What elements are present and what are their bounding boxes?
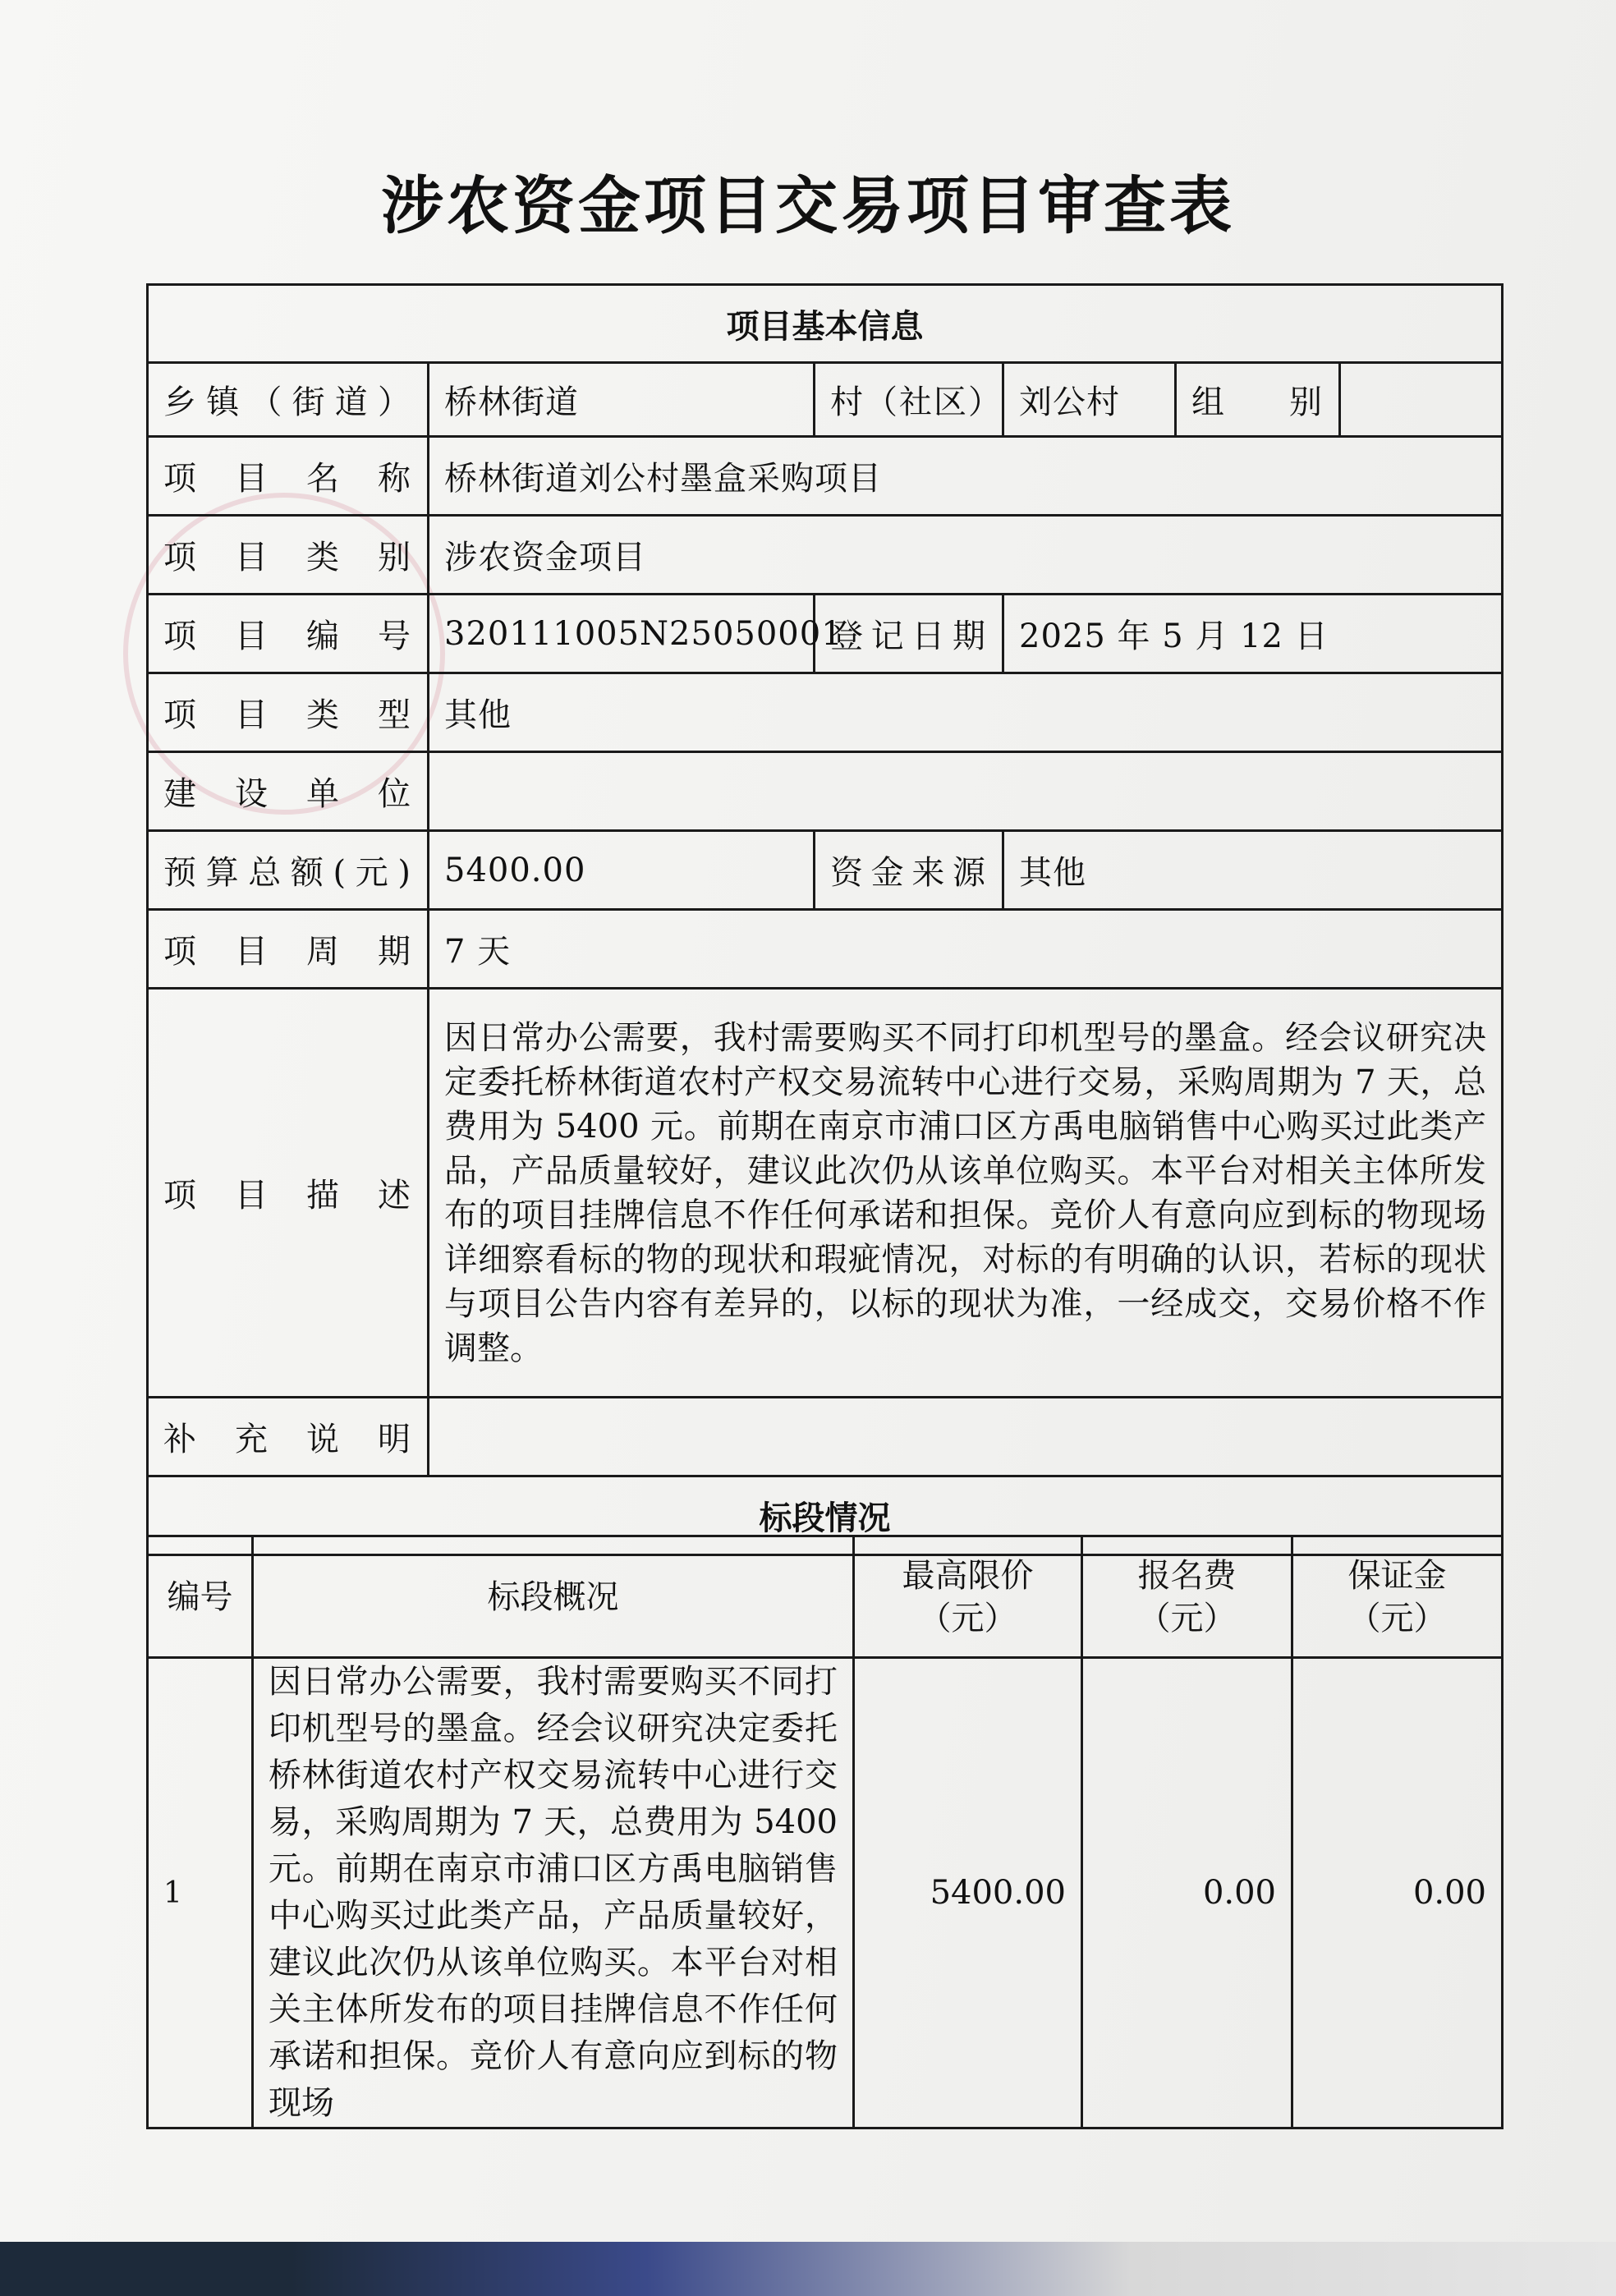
value-fund-source: 其他 — [1003, 831, 1503, 910]
lot-no: 1 — [148, 1658, 253, 2128]
row-town — [148, 363, 1503, 437]
label-project-no: 项目编号 — [148, 595, 429, 673]
lot-deposit: 0.00 — [1292, 1658, 1503, 2128]
lot-fee: 0.00 — [1082, 1658, 1292, 2128]
value-budget: 5400.00 — [429, 831, 815, 910]
value-builder — [429, 752, 1503, 831]
review-form-table — [146, 283, 1504, 1556]
label-project-name: 项目名称 — [148, 437, 429, 516]
row-description — [148, 989, 1503, 1398]
value-period: 7 天 — [429, 910, 1503, 989]
background-edge — [0, 2242, 1616, 2296]
value-description: 因日常办公需要，我村需要购买不同打印机型号的墨盒。经会议研究决定委托桥林街道农村产权交易流转中心进行交易，采购周期为 7 天，总费用为 5400 元。前期在南京市浦口区方禹电脑销售中心购买过此类产品，产品质量较好，建议此次仍从该单位购买。本平台对相关主体所发布的项目挂牌信息不作任何承诺和担保。竞价人有意向应到标的物现场详细察看标的物的现状和瑕疵情况，对标的有明确的认识，若标的现状与项目公告内容有差异的，以标的现状为准，一经成交，交易价格不作调整。 — [429, 989, 1503, 1398]
lots-table — [146, 1535, 1504, 2129]
section-title-basic: 项目基本信息 — [148, 285, 1503, 363]
row-project-type — [148, 673, 1503, 752]
header-max-price: 最高限价 （元） — [854, 1536, 1082, 1658]
value-project-name: 桥林街道刘公村墨盒采购项目 — [429, 437, 1503, 516]
row-project-category — [148, 516, 1503, 595]
label-group: 组 别 — [1176, 363, 1340, 437]
label-reg-date: 登记日期 — [815, 595, 1003, 673]
label-builder: 建设单位 — [148, 752, 429, 831]
label-period: 项目周期 — [148, 910, 429, 989]
value-reg-date: 2025 年 5 月 12 日 — [1003, 595, 1503, 673]
row-supplement — [148, 1398, 1503, 1476]
value-group — [1340, 363, 1503, 437]
label-budget: 预算总额(元) — [148, 831, 429, 910]
value-supplement — [429, 1398, 1503, 1476]
row-period — [148, 910, 1503, 989]
value-village: 刘公村 — [1003, 363, 1176, 437]
lot-summary: 因日常办公需要，我村需要购买不同打印机型号的墨盒。经会议研究决定委托桥林街道农村产权交易流转中心进行交易，采购周期为 7 天，总费用为 5400 元。前期在南京市浦口区方禹电脑销售中心购买过此类产品，产品质量较好，建议此次仍从该单位购买。本平台对相关主体所发布的项目挂牌信息不作任何承诺和担保。竞价人有意向应到标的物现场 — [253, 1658, 854, 2128]
value-project-type: 其他 — [429, 673, 1503, 752]
row-budget — [148, 831, 1503, 910]
value-town: 桥林街道 — [429, 363, 815, 437]
label-fund-source: 资金来源 — [815, 831, 1003, 910]
lot-max-price: 5400.00 — [854, 1658, 1082, 2128]
section-title-lots: 标段情况 — [148, 1476, 1503, 1555]
lots-header-row — [148, 1536, 1503, 1658]
document-title: 涉农资金项目交易项目审查表 — [381, 169, 1235, 242]
label-project-type: 项目类型 — [148, 673, 429, 752]
row-project-name — [148, 437, 1503, 516]
value-project-category: 涉农资金项目 — [429, 516, 1503, 595]
row-project-no — [148, 595, 1503, 673]
header-summary: 标段概况 — [253, 1536, 854, 1658]
header-fee: 报名费 （元） — [1082, 1536, 1292, 1658]
header-no: 编号 — [148, 1536, 253, 1658]
table-row — [148, 1658, 1503, 2128]
label-description: 项目描述 — [148, 989, 429, 1398]
header-deposit: 保证金 （元） — [1292, 1536, 1503, 1658]
section-row-basic — [148, 285, 1503, 363]
label-project-category: 项目类别 — [148, 516, 429, 595]
value-project-no: 320111005N25050001 — [429, 595, 815, 673]
label-village: 村（社区） — [815, 363, 1003, 437]
row-builder — [148, 752, 1503, 831]
label-supplement: 补充说明 — [148, 1398, 429, 1476]
label-town: 乡镇（街道） — [148, 363, 429, 437]
